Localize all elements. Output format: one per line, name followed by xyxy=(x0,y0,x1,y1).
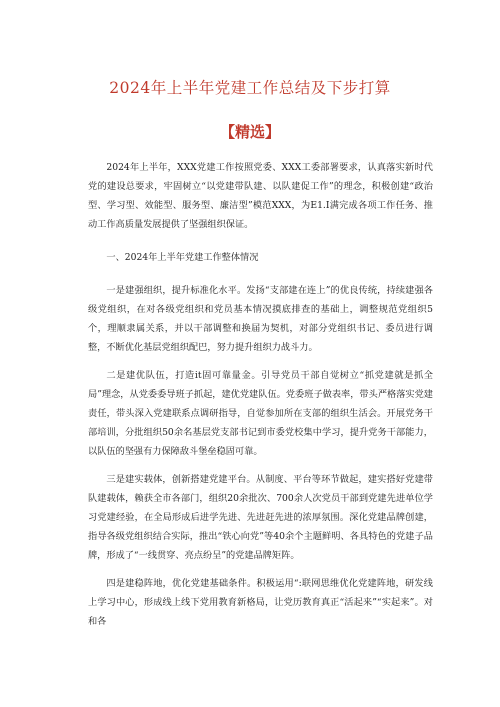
document-body xyxy=(88,158,433,627)
intro-paragraph: 2024年上半年，XXX党建工作按照党委、XXX工委部署要求，认真落实新时代党的建设总要求，牢固树立“以党建带队建、以队建促工作”的理念，积极创建“政治型、学习型、效能型、服务型、廉洁型”模范XXX，为E1.I满完成各项工作任务、推动工作高质量发展提供了坚强组织保证。 xyxy=(88,162,433,230)
paragraph-platform: 三是建实载体，创新搭建党建平台。从制度、平台等环节做起，建实搭好党建带队建载体，赖获全市各部门，组织20余批次、700余人次党员干部到党建先进单位学习党建经验，在全局形成后进学先进、先进赶先进的浓厚氛围。深化党建品牌创建，指导各级党组织结合实际，推出“铁心向党”等40余个主题鲜明、各具特色的党建子品牌，形成了“一线贯穿、亮点纷呈”的党建品牌矩阵。 xyxy=(88,474,433,561)
document-title: 2024年上半年党建工作总结及下步打算 xyxy=(109,79,391,97)
document-subtitle: 【精选】 xyxy=(219,123,280,141)
section-heading: 一、2024年上半年党建工作整体情况 xyxy=(106,252,259,263)
paragraph-organization: 一是建强组织，提升标准化水平。发扬“支部建在连上”的优良传统，持续建强各级党组织，在对各级党组织和党员基本情况摸底排查的基础上，调整规范党组织5个，理顺隶属关系，并以干部调整和换届为契机，对部分党组织书记、委员进行调整，不断优化基层党组织配巴，努力提升组织力战斗力。 xyxy=(88,285,433,353)
paragraph-team: 二是建优队伍，打造it固可靠量金。引导党员干部自觉树立“抓党建就是抓全局”理念，从党委委导班子抓起，建优党建队伍。党委班子做表率，带头严格落实党建责任，带头深入党建联系点调研指导，自觉参加所在支部的组织生活会。开展党务干部培训，分批组织50余名基层党支部书记到市委党校集中学习，提升党务干部能力，以队伍的坚强有力保障敌斗堡垒稳固可靠。 xyxy=(88,370,433,457)
paragraph-base: 四是建稳阵地，优化党建基础条件。积极运用“:联网思维优化党建阵地，研发线上学习中心，形成线上线下党用教育新格局，让党历教育真正“活起来”“实起来”。对和各 xyxy=(88,578,433,627)
